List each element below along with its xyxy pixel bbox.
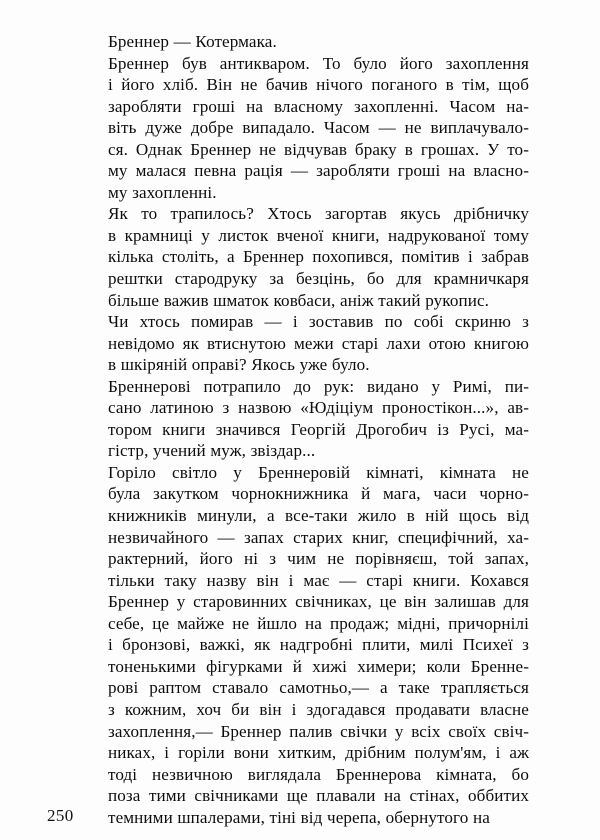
text-line: поза тими свічниками ще плавали на стінах, оббитих — [108, 786, 529, 806]
text-line: Бреннер був антикваром. То було його захоплення — [108, 53, 529, 73]
paragraph — [75, 462, 529, 828]
text-line: книжників минули, а все-таки жило в ній щось від — [108, 506, 529, 526]
text-line: му малася певна рація — заробляти гроші на власно- — [108, 161, 529, 181]
page-text-block — [75, 31, 529, 828]
text-line: рактерний, його ні з чим не порівняєш, той запах, — [108, 549, 529, 569]
text-line: тоненькими фігурками й хижі химери; коли Бренне- — [108, 656, 529, 676]
text-line: була закутком чорнокнижника й мага, часи чорно- — [108, 484, 529, 504]
text-line: і його хліб. Він не бачив нічого поганого в тім, щоб — [108, 75, 529, 95]
text-line: темними шпалерами, тіні від черепа, обернутого на — [108, 807, 490, 827]
text-line: рештки стародруку за безцінь, бо для крамничкаря — [108, 269, 529, 289]
text-line: віть дуже добре випадало. Часом — не виплачувало- — [108, 118, 529, 138]
text-line: незвичайного — запах старих книг, специфічний, ха- — [108, 527, 529, 547]
text-line: му захопленні. — [108, 182, 217, 202]
text-line: тоді незвичною виглядала Бреннерова кімната, бо — [108, 764, 529, 784]
paragraph — [75, 31, 529, 53]
text-line: Бреннер — Котермака. — [108, 32, 277, 51]
text-line: з кожним, хоч би він і здогадався продавати власне — [108, 699, 529, 719]
text-line: ся. Однак Бреннер не відчував браку в грошах. У то- — [108, 139, 529, 159]
paragraph — [75, 203, 529, 311]
text-line: і бронзові, важкі, як надгробні плити, милі Психеї з — [108, 635, 529, 655]
text-line: тором книги значився Георгій Дрогобич із Русі, ма- — [108, 419, 529, 439]
text-line: в крамниці у листок вченої книги, надрукованої тому — [108, 225, 529, 245]
text-line: Чи хтось помирав — і зоставив по собі скриню з — [108, 312, 529, 332]
paragraph — [75, 311, 529, 376]
text-line: Горіло світло у Бреннеровій кімнаті, кімната не — [108, 462, 529, 482]
text-line: заробляти гроші на власному захопленні. Часом на- — [108, 96, 529, 116]
text-line: невідомо як втиснутою межи старі лахи отою книгою — [108, 333, 529, 353]
paragraph — [75, 53, 529, 204]
text-line: в шкіряній оправі? Якось уже було. — [108, 355, 370, 375]
paragraph — [75, 376, 529, 462]
text-line: себе, це майже не йшло на продаж; мідні, причорнілі — [108, 613, 529, 633]
text-line: гістр, учений муж, звіздар... — [108, 441, 316, 461]
text-line: більше важив шматок ковбаси, аніж такий рукопис. — [108, 290, 490, 310]
text-line: Бреннерові потрапило до рук: видано у Римі, пи- — [108, 376, 529, 396]
text-line: рові раптом ставало самотньо,— а таке трапляється — [108, 678, 529, 698]
text-line: никах, і горіли вони хитким, дрібним полум'ям, і аж — [108, 743, 529, 763]
text-line: захоплення,— Бреннер палив свічки у всіх своїх свіч- — [108, 721, 529, 741]
text-line: сано латиною з назвою «Юдіціум проностікон...», ав- — [108, 398, 529, 418]
page-number: 250 — [47, 806, 74, 825]
text-line: тільки таку назву він і має — старі книги. Кохався — [108, 570, 529, 590]
text-line: Як то трапилось? Хтось загортав якусь дрібничку — [108, 204, 529, 224]
text-line: Бреннер у старовинних свічниках, це він залишав для — [108, 592, 529, 612]
text-line: кілька століть, а Бреннер похопився, помітив і забрав — [108, 247, 529, 267]
